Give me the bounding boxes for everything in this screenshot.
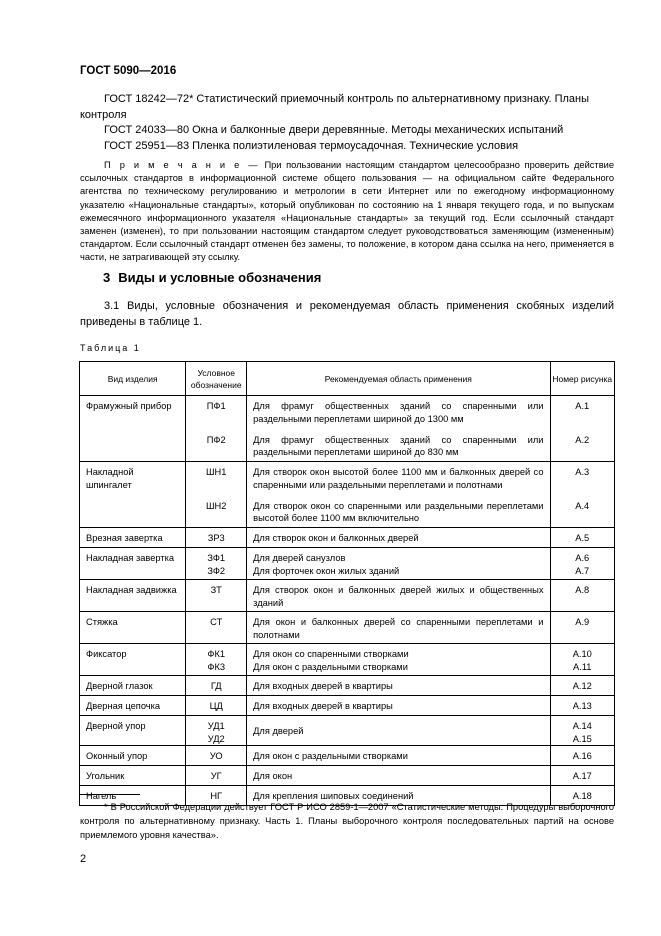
table-row — [80, 644, 615, 676]
table-row — [80, 430, 615, 462]
table-row — [80, 528, 615, 548]
cell-figure: А.9 — [550, 612, 615, 644]
cell-area: Для окон — [247, 766, 550, 786]
table-row — [80, 396, 615, 430]
cell-figure: А.8 — [550, 580, 615, 612]
page-number: 2 — [80, 853, 87, 865]
table-row — [80, 676, 615, 696]
figure-item: А.15 — [572, 733, 592, 744]
section-number: 3 — [103, 270, 111, 285]
table-caption: Таблица 1 — [80, 343, 141, 353]
table-row — [80, 462, 615, 496]
cell-figure: А.4 — [550, 496, 615, 528]
code-item: ЗФ2 — [207, 565, 226, 576]
normative-references — [80, 92, 610, 154]
section-title: Виды и условные обозначения — [118, 270, 322, 285]
cell-area: Для входных дверей в квартиры — [247, 676, 550, 696]
table-row — [80, 766, 615, 786]
cell-code: ГД — [186, 676, 247, 696]
cell-kind: Фрамужный прибор — [80, 396, 186, 430]
reference-item: ГОСТ 25951—83 Пленка полиэтиленовая термоусадочная. Технические условия — [104, 139, 519, 152]
table-row — [80, 612, 615, 644]
code-item: УД2 — [207, 733, 225, 744]
figure-item: А.6 — [575, 553, 590, 563]
figure-item: А.10 — [572, 649, 592, 659]
cell-code — [186, 644, 247, 676]
code-item: ЗФ1 — [207, 553, 226, 563]
cell-kind: Угольник — [80, 766, 186, 786]
code-item: ФК3 — [207, 661, 226, 672]
table-header-row — [80, 362, 615, 396]
cell-kind: Дверная цепочка — [80, 696, 186, 716]
cell-code: ЗР3 — [186, 528, 247, 548]
hardware-table — [79, 361, 615, 806]
footnote-divider — [80, 794, 140, 795]
cell-area: Для окон и балконных дверей со спаренными переплетами и полотнами — [247, 612, 550, 644]
table-row — [80, 548, 615, 580]
cell-code: СТ — [186, 612, 247, 644]
cell-kind: Накладная задвижка — [80, 580, 186, 612]
cell-area: Для створок окон и балконных дверей — [247, 528, 550, 548]
cell-area: Для входных дверей в квартиры — [247, 696, 550, 716]
table-row — [80, 746, 615, 766]
cell-area: Для окон с раздельными створками — [247, 746, 550, 766]
area-item: Для форточек окон жилых зданий — [253, 565, 400, 576]
cell-code: УГ — [186, 766, 247, 786]
cell-code: УО — [186, 746, 247, 766]
cell-area: Для створок окон высотой более 1100 мм и балконных дверей со спаренными или раздельными переплетами и полотнами — [247, 462, 550, 496]
cell-kind: Нагель — [80, 786, 186, 806]
table-row — [80, 496, 615, 528]
reference-item: ГОСТ 18242—72* Статистический приемочный контроль по альтернативному признаку. Планы контроля — [80, 93, 589, 121]
note-paragraph — [80, 159, 614, 265]
header-area: Рекомендуемая область применения — [247, 362, 550, 396]
cell-figure: А.16 — [550, 746, 615, 766]
cell-figure — [550, 644, 615, 676]
cell-code: ШН2 — [186, 496, 247, 528]
cell-kind: Дверной упор — [80, 716, 186, 746]
cell-code — [186, 548, 247, 580]
area-item: Для дверей — [253, 726, 304, 737]
area-item: Для окон с раздельными створками — [253, 661, 408, 672]
cell-code: ПФ1 — [186, 396, 247, 430]
cell-figure: А.17 — [550, 766, 615, 786]
cell-kind: Дверной глазок — [80, 676, 186, 696]
code-item: ФК1 — [207, 649, 226, 659]
cell-area: Для фрамуг общественных зданий со спаренными или раздельными переплетами шириной до 830 мм — [247, 430, 550, 462]
table-row — [80, 716, 615, 746]
cell-figure — [550, 716, 615, 746]
document-header: ГОСТ 5090—2016 — [80, 65, 177, 77]
area-item: Для дверей санузлов — [253, 553, 346, 563]
cell-kind — [80, 430, 186, 462]
cell-area — [247, 644, 550, 676]
cell-figure: А.18 — [550, 786, 615, 806]
table-row — [80, 580, 615, 612]
cell-code: ЦД — [186, 696, 247, 716]
cell-area: Для створок окон и балконных дверей жилых и общественных зданий — [247, 580, 550, 612]
cell-figure: А.2 — [550, 430, 615, 462]
cell-code: НГ — [186, 786, 247, 806]
area-item: Для окон со спаренными створками — [253, 649, 409, 659]
table-row — [80, 696, 615, 716]
header-kind: Вид изделия — [80, 362, 186, 396]
cell-kind: Оконный упор — [80, 746, 186, 766]
footnote: * В Российской Федерации действует ГОСТ Р ИСО 2859-1—2007 «Статистические методы. Процедуры выборочного контроля по альтернативному признаку. Часть 1. Планы выборочного контроля последовательных партий на основе приемлемого уровня качества». — [80, 802, 614, 840]
note-label: П р и м е ч а н и е — — [104, 160, 260, 170]
header-figure: Номер рисунка — [550, 362, 615, 396]
figure-item: А.7 — [575, 565, 590, 576]
cell-kind — [80, 496, 186, 528]
cell-figure: А.13 — [550, 696, 615, 716]
cell-figure: А.3 — [550, 462, 615, 496]
cell-area — [247, 716, 550, 746]
cell-code: ШН1 — [186, 462, 247, 496]
code-item: УД1 — [207, 721, 225, 731]
cell-figure: А.5 — [550, 528, 615, 548]
cell-area — [247, 548, 550, 580]
cell-kind: Врезная завертка — [80, 528, 186, 548]
cell-figure: А.12 — [550, 676, 615, 696]
header-code: Условное обозначение — [186, 362, 247, 396]
cell-kind: Накладная завертка — [80, 548, 186, 580]
cell-area: Для створок окон со спаренными или раздельными переплетами высотой более 1100 мм включительно — [247, 496, 550, 528]
figure-item: А.11 — [573, 661, 592, 672]
cell-area: Для фрамуг общественных зданий со спаренными или раздельными переплетами шириной до 1300 мм — [247, 396, 550, 430]
cell-area: Для крепления шиповых соединений — [247, 786, 550, 806]
cell-kind: Накладной шпингалет — [80, 462, 186, 496]
cell-kind: Стяжка — [80, 612, 186, 644]
cell-code — [186, 716, 247, 746]
cell-figure — [550, 548, 615, 580]
note-text: При пользовании настоящим стандартом целесообразно проверить действие ссылочных стандартов в информационной системе общего пользования — на официальном сайте Федерального агентства по техническому регулированию и метрологии в сети Интернет или по ежегодному информационному указателю «Национальные стандарты», который опубликован по состоянию на 1 января текущего года, и по выпускам ежемесячного информационного указателя «Национальные стандарты» за текущий год. Если ссылочный стандарт заменен (изменен), то при пользовании настоящим стандартом следует руководствоваться заменяющим (измененным) стандартом. Если ссылочный стандарт отменен без замены, то положение, в котором дана ссылка на него, применяется в части, не затрагивающей эту ссылку. — [80, 160, 614, 263]
figure-item: А.14 — [572, 721, 592, 731]
cell-kind: Фиксатор — [80, 644, 186, 676]
body-paragraph: 3.1 Виды, условные обозначения и рекомендуемая область применения скобяных изделий приведены в таблице 1. — [80, 300, 614, 328]
cell-figure: А.1 — [550, 396, 615, 430]
cell-code: ЗТ — [186, 580, 247, 612]
cell-code: ПФ2 — [186, 430, 247, 462]
section-heading — [103, 270, 321, 285]
reference-item: ГОСТ 24033—80 Окна и балконные двери деревянные. Методы механических испытаний — [104, 124, 564, 136]
